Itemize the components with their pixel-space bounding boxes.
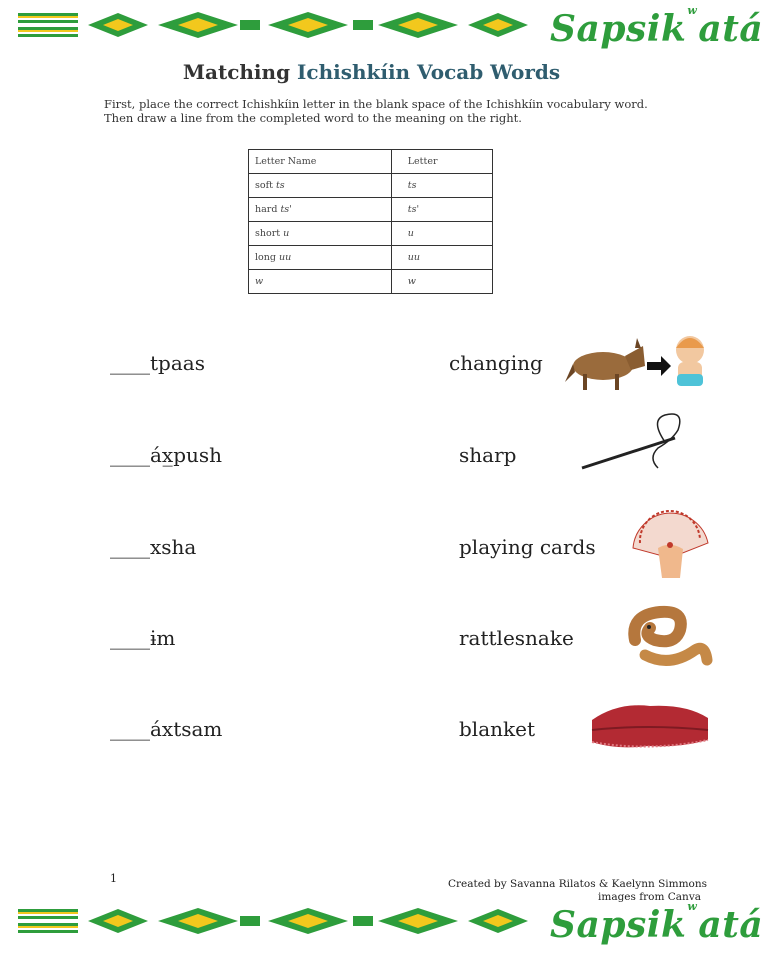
letter-name-cell: long uu (249, 246, 392, 270)
instruction-line-2: Then draw a line from the completed word to the meaning on the right. (104, 111, 522, 125)
header-letter: Letter (391, 150, 492, 174)
vocab-word-5: ____áxtsam (110, 717, 223, 741)
instruction-line-1: First, place the correct Ichishkíin letter in the blank space of the Ichishkíin vocabulary word. (104, 97, 648, 111)
letter-name-cell: short u (249, 222, 392, 246)
table-row (249, 174, 493, 198)
table-row (249, 222, 493, 246)
brand-logo-bottom: Sapsik$^w$atá (550, 900, 763, 946)
letter-name-cell: hard ts' (249, 198, 392, 222)
credits (448, 878, 707, 904)
vocab-word-4: ____ɨm (110, 626, 176, 650)
letter-cell: ts' (391, 198, 492, 222)
coyote-to-baby-icon (565, 328, 715, 398)
instructions (104, 97, 648, 125)
vocab-word-1: ____tpaas (110, 351, 205, 375)
playing-cards-hand-icon (628, 503, 713, 583)
meaning-rattlesnake: rattlesnake (459, 626, 574, 650)
vocab-word-2: ____áx̲push (110, 443, 223, 467)
meaning-blanket: blanket (459, 717, 535, 741)
brand-logo-top: Sapsik$^w$atá (550, 4, 763, 50)
needle-icon (580, 410, 690, 475)
letter-cell: ts (391, 174, 492, 198)
letter-cell: uu (391, 246, 492, 270)
letter-table (248, 149, 493, 294)
page-title: Matching Ichishkíin Vocab Words (182, 60, 561, 84)
meaning-changing: changing (449, 351, 543, 375)
letter-name-cell: soft ts (249, 174, 392, 198)
letter-cell: u (391, 222, 492, 246)
table-header-row (249, 150, 493, 174)
decorative-border-top (18, 10, 538, 40)
table-row (249, 198, 493, 222)
header-letter-name: Letter Name (249, 150, 392, 174)
meaning-playing-cards: playing cards (459, 535, 596, 559)
decorative-border-bottom (18, 906, 538, 936)
letter-cell: w (391, 270, 492, 294)
page-number: 1 (110, 872, 117, 885)
meaning-sharp: sharp (459, 443, 517, 467)
rattlesnake-icon (625, 600, 713, 670)
credit-line-1: Created by Savanna Rilatos & Kaelynn Simmons (448, 878, 708, 890)
letter-name-cell: w (249, 270, 392, 294)
blanket-icon (588, 700, 712, 752)
credit-line-2: images from Canva (598, 891, 702, 903)
table-row (249, 270, 493, 294)
vocab-word-3: ____xsha (110, 535, 197, 559)
table-row (249, 246, 493, 270)
